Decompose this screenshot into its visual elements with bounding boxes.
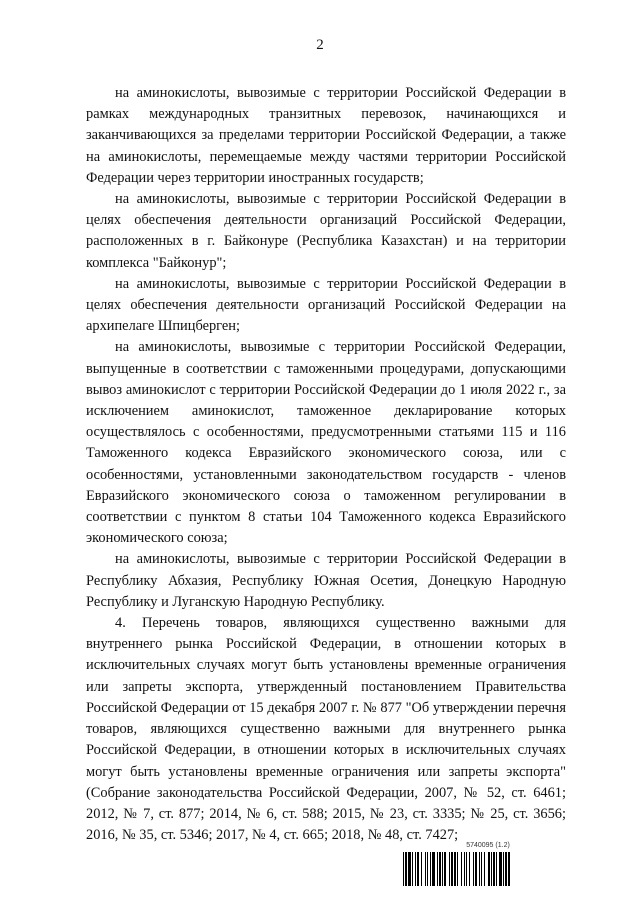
barcode <box>403 842 573 887</box>
barcode-bar <box>481 852 482 886</box>
barcode-bar <box>449 852 450 886</box>
barcode-bar <box>432 852 435 886</box>
document-body <box>86 83 566 846</box>
barcode-bar <box>493 852 495 886</box>
barcode-bar <box>479 852 480 886</box>
barcode-bar <box>427 852 428 886</box>
barcode-bar <box>505 852 507 886</box>
barcode-image <box>403 852 573 886</box>
barcode-bar <box>461 852 462 886</box>
barcode-bar <box>430 852 431 886</box>
barcode-bar <box>444 852 446 886</box>
barcode-bar <box>499 852 502 886</box>
page-number: 2 <box>316 37 324 53</box>
paragraph: на аминокислоты, вывозимые с территории Российской Федерации в целях обеспечения деятельности организаций Российской Федерации, расположенных в г. Байконуре (Республика Казахстан) и на территории комплекса "Байконур"; <box>86 191 566 271</box>
barcode-bar <box>469 852 470 886</box>
barcode-bar <box>473 852 474 886</box>
barcode-bar <box>405 852 407 886</box>
barcode-bar <box>417 852 419 886</box>
barcode-bar <box>491 852 492 886</box>
barcode-bar <box>488 852 490 886</box>
barcode-bar <box>508 852 510 886</box>
barcode-bar <box>475 852 477 886</box>
barcode-bar <box>425 852 426 886</box>
barcode-bar <box>496 852 497 886</box>
barcode-bar <box>412 852 413 886</box>
barcode-bar <box>451 852 453 886</box>
barcode-bar <box>442 852 443 886</box>
barcode-bar <box>439 852 441 886</box>
barcode-bar <box>437 852 438 886</box>
barcode-bar <box>403 852 404 886</box>
barcode-bar <box>484 852 485 886</box>
paragraph: на аминокислоты, вывозимые с территории Российской Федерации в целях обеспечения деятельности организаций Российской Федерации на архипелаге Шпицберген; <box>86 275 566 335</box>
paragraph: на аминокислоты, вывозимые с территории Российской Федерации, выпущенные в соответствии с таможенными процедурами, допускающими вывоз аминокислот с территории Российской Федерации до 1 июля 2022 г., за исключением аминокислот, таможенное декларирование которых осуществлялось с особенностями, предусмотренными статьями 115 и 116 Таможенного кодекса Евразийского экономического союза, или с особенностями, установленными законодательством государств - членов Евразийского экономического союза о таможенном регулировании в соответствии с пунктом 8 статьи 104 Таможенного кодекса Евразийского экономического союза; <box>86 339 566 547</box>
barcode-bar <box>466 852 467 886</box>
paragraph: на аминокислоты, вывозимые с территории Российской Федерации в рамках международных транзитных перевозок, начинающихся и заканчивающихся за пределами территории Российской Федерации, а также на аминокислоты, перемещаемые между частями территории Российской Федерации через территории иностранных государств; <box>86 85 566 186</box>
barcode-bar <box>464 852 465 886</box>
barcode-bar <box>503 852 504 886</box>
paragraph: 4. Перечень товаров, являющихся существенно важными для внутреннего рынка Российской Федерации, в отношении которых в исключительных случаях могут быть установлены временные ограничения или запреты экспорта, утвержденный постановлением Правительства Российской Федерации от 15 декабря 2007 г. № 877 "Об утверждении перечня товаров, являющихся существенно важными для внутреннего рынка Российской Федерации, в отношении которых в исключительных случаях могут быть установлены временные ограничения или запреты экспорта" (Собрание законодательства Российской Федерации, 2007, № 52, ст. 6461; 2012, № 7, ст. 877; 2014, № 6, ст. 588; 2015, № 23, ст. 3335; № 25, ст. 3656; 2016, № 35, ст. 5346; 2017, № 4, ст. 665; 2018, № 48, ст. 7427; <box>86 615 566 844</box>
barcode-bar <box>454 852 456 886</box>
barcode-bar <box>457 852 458 886</box>
barcode-bar <box>421 852 422 886</box>
barcode-bar <box>408 852 411 886</box>
paragraph: на аминокислоты, вывозимые с территории Российской Федерации в Республику Абхазия, Республику Южная Осетия, Донецкую Народную Республику и Луганскую Народную Республику. <box>86 551 566 610</box>
barcode-bar <box>415 852 416 886</box>
barcode-code: 5740095 (1.2) <box>466 842 510 849</box>
